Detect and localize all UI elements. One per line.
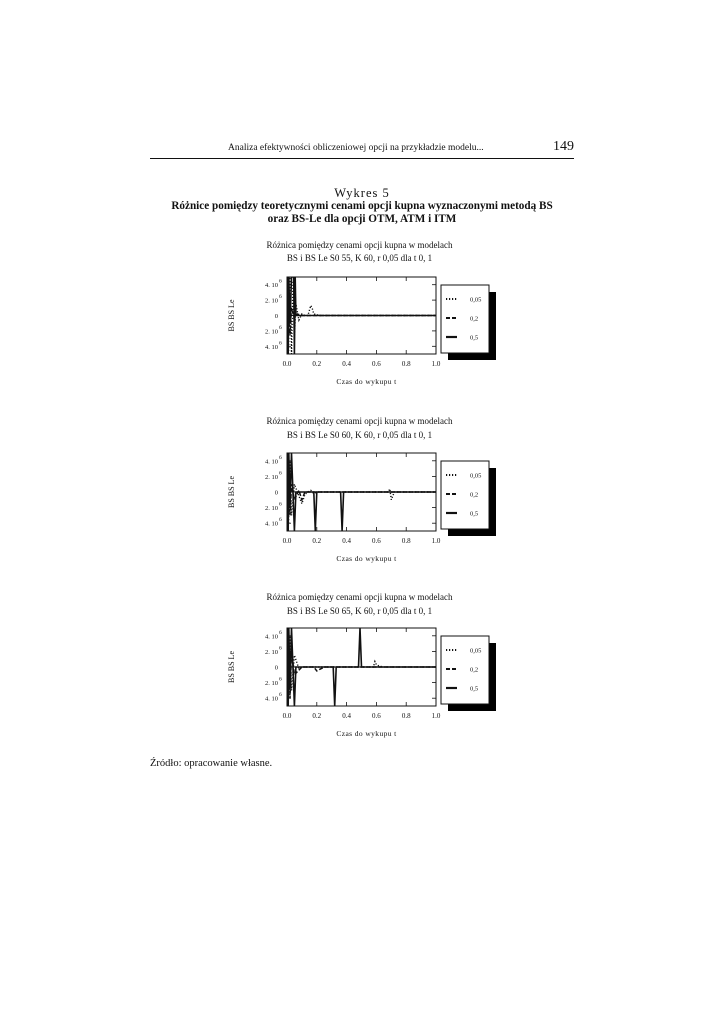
x-tick-label: 0.6 (372, 712, 381, 720)
chart-1 (227, 240, 496, 386)
series-line-0-5 (287, 453, 436, 531)
x-tick-label: 0.6 (372, 360, 381, 368)
legend-label: 0,5 (470, 510, 479, 518)
x-tick-label: 1.0 (431, 712, 441, 720)
y-axis-label: BS BS Le (227, 475, 236, 509)
figure-label: Wykres 5 (334, 186, 390, 200)
legend-label: 0,05 (470, 472, 482, 480)
chart-subtitle: BS i BS Le S0 60, K 60, r 0,05 dla t 0, 1 (286, 430, 433, 440)
chart-title: Różnica pomiędzy cenami opcji kupna w modelach (266, 240, 453, 250)
x-tick-label: 1.0 (431, 360, 441, 368)
y-tick-label: 2. 10 (265, 680, 278, 688)
y-tick-label: 2. 10 (265, 648, 278, 656)
y-tick-label: 2. 10 (265, 505, 278, 513)
legend-label: 0,2 (470, 315, 479, 323)
y-tick-exponent: 6 (279, 470, 282, 477)
y-tick-label: 0 (274, 664, 278, 672)
legend-label: 0,2 (470, 491, 479, 499)
x-axis-label: Czas do wykupu t (336, 729, 397, 738)
legend-label: 0,05 (470, 647, 482, 655)
x-axis-label: Czas do wykupu t (336, 377, 397, 386)
chart-title: Różnica pomiędzy cenami opcji kupna w modelach (266, 592, 453, 602)
x-tick-label: 0.8 (401, 712, 411, 720)
y-tick-label: 4. 10 (265, 343, 278, 351)
y-tick-label: 2. 10 (265, 473, 278, 481)
legend-label: 0,05 (470, 296, 482, 304)
x-tick-label: 0.8 (401, 360, 411, 368)
y-tick-exponent: 6 (279, 278, 282, 285)
x-tick-label: 1.0 (431, 537, 441, 545)
y-tick-label: 4. 10 (265, 520, 278, 528)
source-note: Źródło: opracowanie własne. (150, 758, 273, 769)
running-title: Analiza efektywności obliczeniowej opcji na przykładzie modelu... (228, 143, 484, 153)
y-tick-label: 0 (274, 313, 278, 320)
y-tick-exponent: 6 (279, 629, 282, 636)
page-number: 149 (553, 139, 574, 154)
x-tick-label: 0.0 (282, 360, 292, 368)
x-tick-label: 0.2 (312, 712, 322, 720)
y-tick-exponent: 6 (279, 501, 282, 508)
y-tick-exponent: 6 (279, 645, 282, 652)
legend-label: 0,5 (470, 334, 479, 342)
y-tick-label: 2. 10 (265, 328, 278, 336)
chart-3 (227, 592, 496, 738)
series-line-0-5 (287, 277, 436, 354)
y-tick-label: 4. 10 (265, 695, 278, 703)
y-tick-exponent: 6 (279, 324, 282, 331)
y-tick-exponent: 6 (279, 676, 282, 683)
chart-2 (227, 416, 496, 563)
y-tick-label: 0 (274, 489, 278, 497)
series-group (287, 453, 436, 531)
series-group (287, 277, 436, 354)
x-tick-label: 0.4 (342, 537, 351, 545)
chart-subtitle: BS i BS Le S0 65, K 60, r 0,05 dla t 0, 1 (286, 606, 433, 616)
y-axis-label: BS BS Le (227, 299, 236, 332)
y-tick-label: 4. 10 (265, 458, 278, 466)
chart-subtitle: BS i BS Le S0 55, K 60, r 0,05 dla t 0, 1 (286, 253, 433, 263)
y-tick-exponent: 6 (279, 454, 282, 461)
y-tick-exponent: 6 (279, 340, 282, 347)
figure-title-line-2: oraz BS-Le dla opcji OTM, ATM i ITM (267, 213, 457, 225)
chart-title: Różnica pomiędzy cenami opcji kupna w modelach (266, 416, 453, 426)
x-tick-label: 0.8 (401, 537, 411, 545)
y-tick-exponent: 6 (279, 517, 282, 524)
x-tick-label: 0.0 (282, 537, 292, 545)
x-axis-label: Czas do wykupu t (336, 554, 397, 563)
x-tick-label: 0.4 (342, 360, 351, 368)
legend-label: 0,5 (470, 685, 479, 693)
y-tick-exponent: 6 (279, 294, 282, 301)
figure-title-line-1: Różnice pomiędzy teoretycznymi cenami opcji kupna wyznaczonymi metodą BS (171, 200, 553, 212)
series-line-0-2 (287, 476, 436, 531)
y-tick-exponent: 6 (279, 692, 282, 699)
legend-label: 0,2 (470, 666, 479, 674)
y-tick-label: 2. 10 (265, 297, 278, 305)
x-tick-label: 0.2 (312, 360, 322, 368)
x-tick-label: 0.2 (312, 537, 322, 545)
y-tick-label: 4. 10 (265, 633, 278, 641)
y-axis-label: BS BS Le (227, 650, 236, 684)
series-line-0-5 (287, 628, 436, 706)
series-group (287, 628, 436, 706)
x-tick-label: 0.6 (372, 537, 381, 545)
x-tick-label: 0.0 (282, 712, 292, 720)
x-tick-label: 0.4 (342, 712, 351, 720)
y-tick-label: 4. 10 (265, 282, 278, 290)
